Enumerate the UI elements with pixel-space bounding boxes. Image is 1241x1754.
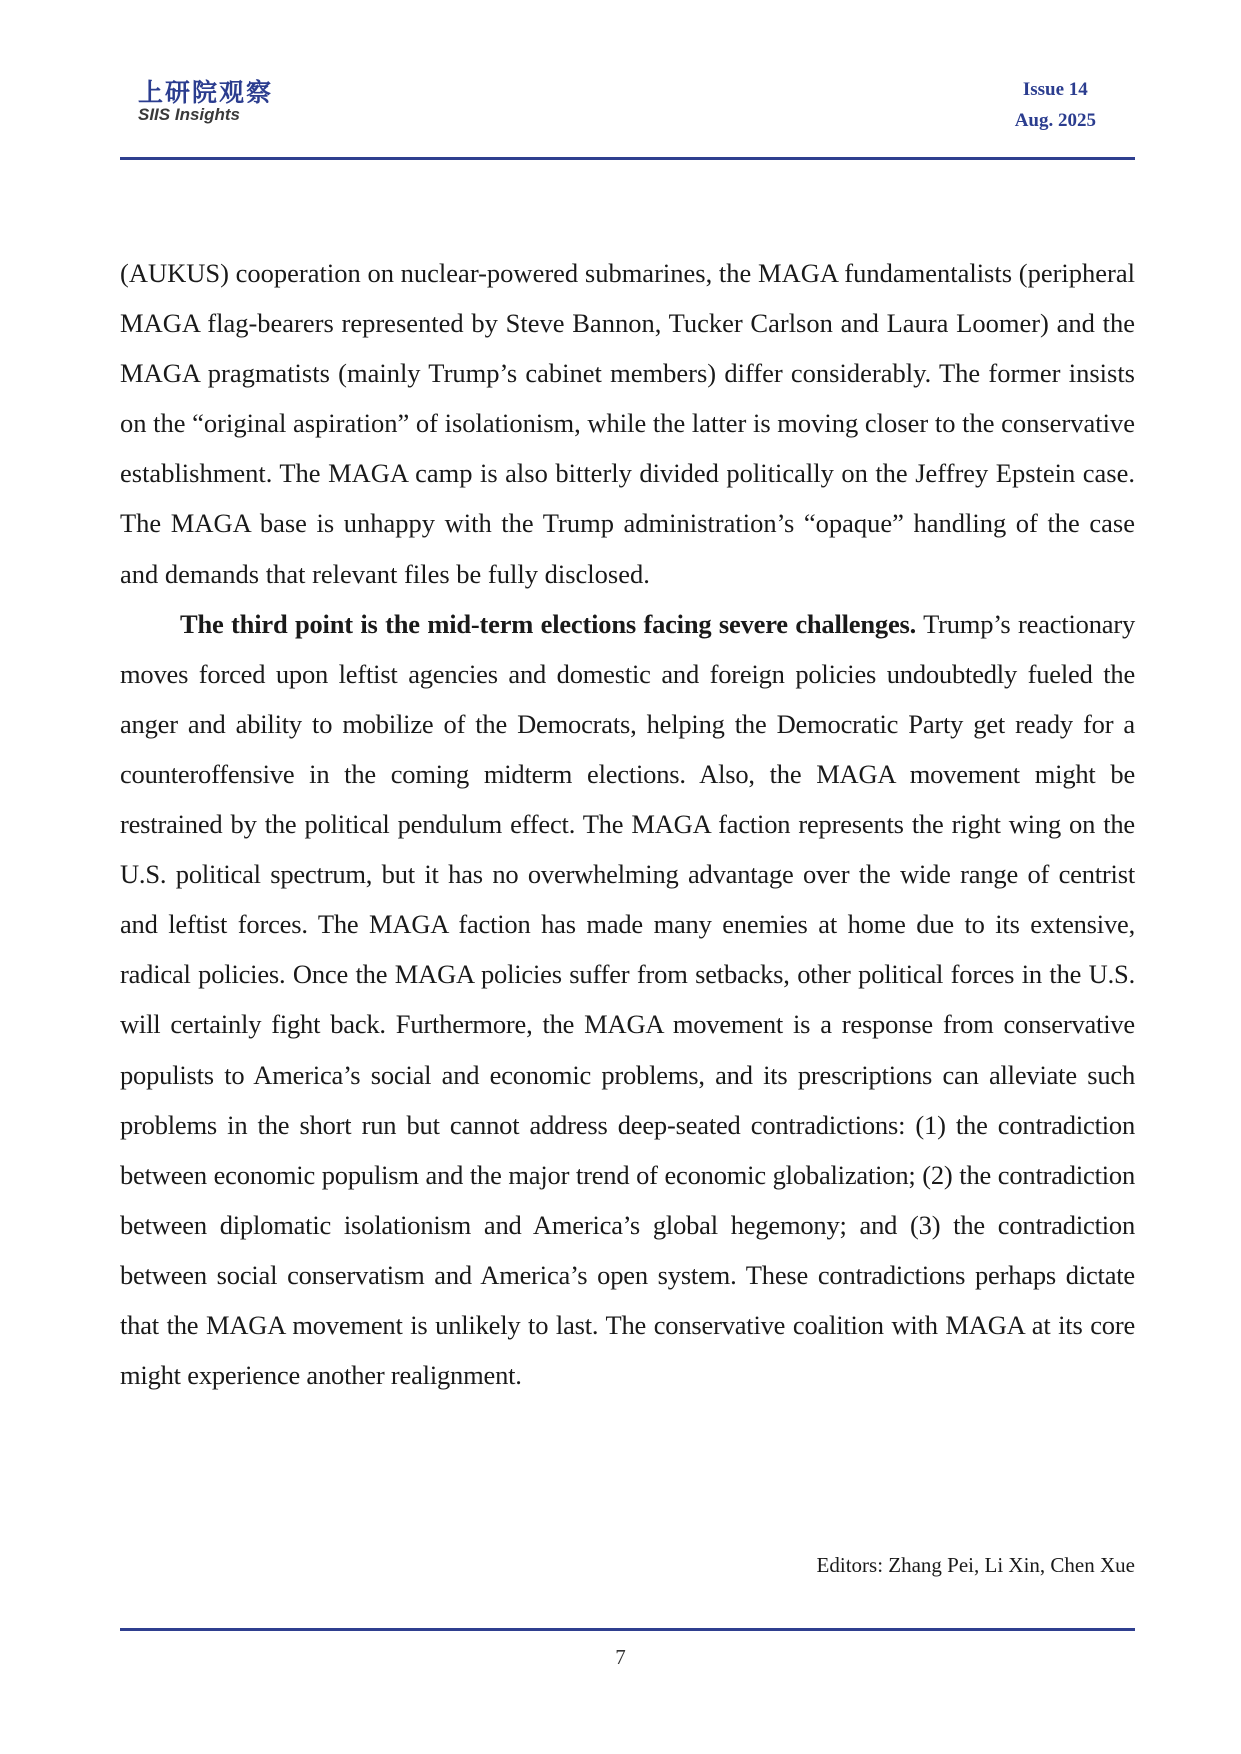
issue-number: Issue 14 xyxy=(1022,79,1088,100)
page-number: 7 xyxy=(615,1645,626,1669)
issue-date: Aug. 2025 xyxy=(1014,110,1096,131)
header-divider xyxy=(120,157,1135,160)
logo-english-title: SIIS Insights xyxy=(138,105,241,124)
editors-credit: Editors: Zhang Pei, Li Xin, Chen Xue xyxy=(816,1553,1135,1577)
page-header xyxy=(120,68,1136,160)
paragraph-body-text: Trump’s reactionary moves forced upon leftist agencies and domestic and foreign policies undoubtedly fueled the anger and ability to mobilize of the Democrats, helping the Democratic Party get ready for a counteroffensive in the coming midterm elections. Also, the MAGA movement might be restrained by the political pendulum effect. The MAGA faction represents the right wing on the U.S. political spectrum, but it has no overwhelming advantage over the wide range of centrist and leftist forces. The MAGA faction has made many enemies at home due to its extensive, radical policies. Once the MAGA policies suffer from setbacks, other political forces in the U.S. will certainly fight back. Furthermore, the MAGA movement is a response from conservative populists to America’s social and economic problems, and its prescriptions can alleviate such problems in the short run but cannot address deep-seated contradictions: (1) the contradiction between economic populism and the major trend of economic globalization; (2) the contradiction between diplomatic isolationism and America’s global hegemony; and (3) the contradiction between social conservatism and America’s open system. These contradictions perhaps dictate that the MAGA movement is unlikely to last. The conservative coalition with MAGA at its core might experience another realignment. xyxy=(120,608,1136,1391)
paragraph-third-point xyxy=(120,599,1135,1401)
paragraph-lead-sentence: The third point is the mid-term elections facing severe challenges. xyxy=(180,608,917,639)
issue-info xyxy=(1015,74,1096,136)
footer-divider xyxy=(120,1628,1135,1631)
logo-chinese-title: 上研院观察 xyxy=(138,78,274,107)
paragraph-continued: (AUKUS) cooperation on nuclear-powered submarines, the MAGA fundamentalists (peripheral MAGA flag-bearers represented by Steve Bannon, Tucker Carlson and Laura Loomer) and the MAGA pragmatists (mainly Trump’s cabinet members) differ considerably. The former insists on the “original aspiration” of isolationism, while the latter is moving closer to the conservative establishment. The MAGA camp is also bitterly divided politically on the Jeffrey Epstein case. The MAGA base is unhappy with the Trump administration’s “opaque” handling of the case and demands that relevant files be fully disclosed. xyxy=(120,258,1135,589)
article-body xyxy=(120,248,1135,1400)
